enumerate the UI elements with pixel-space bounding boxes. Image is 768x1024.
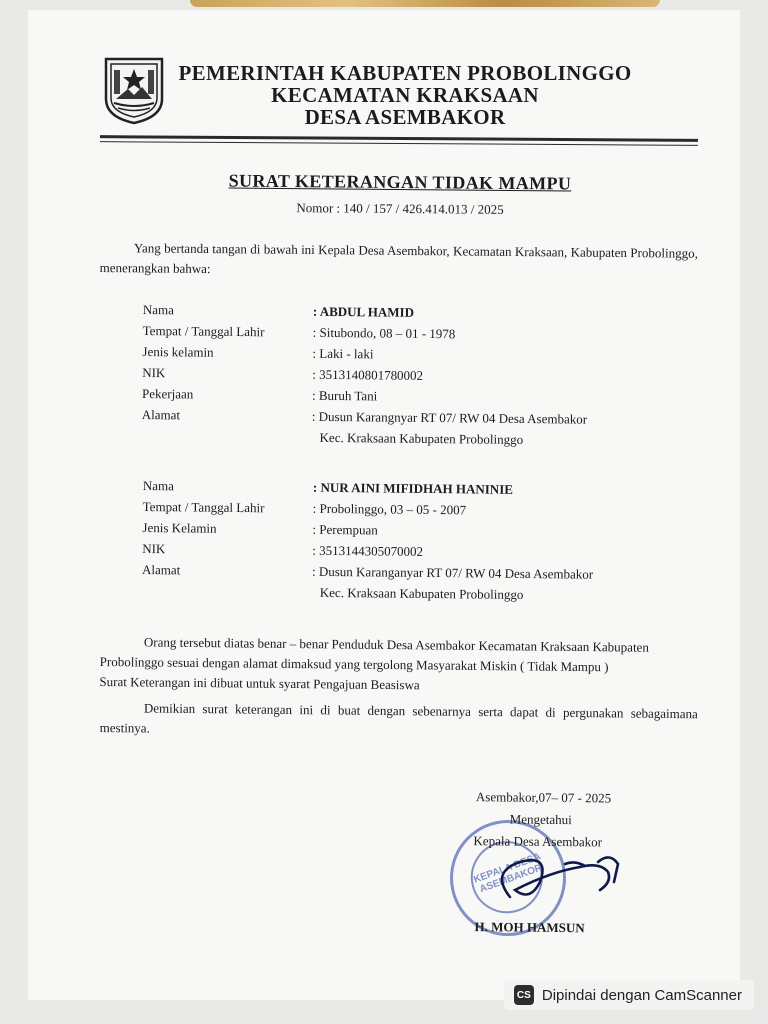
intro-text: Yang bertanda tangan di bawah ini Kepala Desa Asembakor, Kecamatan Kraksaan, Kabupaten Probolinggo, menerangkan bahwa:: [99, 240, 698, 277]
place-date: Asembakor,07– 07 - 2025: [475, 789, 612, 806]
label-nama: Nama: [142, 478, 175, 494]
label-nik: NIK: [142, 364, 166, 381]
value-ttl: : Situbondo, 08 – 01 - 1978: [312, 324, 456, 342]
value-alamat-line-2: Kec. Kraksaan Kabupaten Probolinggo: [319, 584, 524, 602]
document-number: Nomor : 140 / 157 / 426.414.013 / 2025: [296, 200, 504, 217]
letterhead: [175, 62, 635, 128]
signatory-name: H. MOH HAMSUN: [474, 919, 585, 936]
signatory-position: Kepala Desa Asembakor: [473, 833, 603, 850]
body-p1-line-3: Surat Keterangan ini dibuat untuk syarat Pengajuan Beasiswa: [99, 673, 420, 693]
value-alamat-line-1: : Dusun Karanganyar RT 07/ RW 04 Desa Asembakor: [311, 563, 594, 582]
value-alamat-line-1: : Dusun Karangnyar RT 07/ RW 04 Desa Asembakor: [311, 408, 588, 427]
label-pekerjaan: Pekerjaan: [141, 385, 194, 402]
stamp-text: KEPALA DESA ASEMBAKOR: [472, 851, 544, 896]
value-nama: : NUR AINI MIFIDHAH HANINIE: [312, 479, 514, 497]
value-jenis-kelamin: : Laki - laki: [312, 345, 374, 362]
body-paragraph-1: [99, 632, 700, 698]
label-nik: NIK: [142, 540, 166, 557]
camscanner-watermark: [504, 980, 754, 1010]
letterhead-line-2: KECAMATAN KRAKSAAN: [271, 83, 539, 107]
letterhead-line-1: PEMERINTAH KABUPATEN PROBOLINGGO: [178, 61, 632, 85]
document-top-edge: [190, 0, 660, 7]
camscanner-icon: CS: [514, 985, 534, 1005]
person-2-details: [141, 478, 643, 602]
label-ttl: Tempat / Tanggal Lahir: [142, 498, 265, 516]
value-jenis-kelamin: : Perempuan: [312, 521, 378, 538]
label-jenis-kelamin: Jenis kelamin: [142, 343, 214, 360]
label-ttl: Tempat / Tanggal Lahir: [142, 322, 265, 340]
label-jenis-kelamin: Jenis Kelamin: [142, 519, 217, 536]
document-title: SURAT KETERANGAN TIDAK MAMPU: [228, 170, 572, 194]
regency-emblem-icon: [102, 55, 166, 125]
label-alamat: Alamat: [141, 561, 181, 578]
camscanner-text: Dipindai dengan CamScanner: [541, 986, 742, 1004]
value-nik: : 3513140801780002: [312, 366, 424, 383]
letterhead-line-3: DESA ASEMBAKOR: [304, 105, 506, 129]
value-pekerjaan: : Buruh Tani: [311, 387, 378, 404]
label-alamat: Alamat: [141, 406, 181, 423]
body-paragraph-2: Demikian surat keterangan ini di buat dengan sebenarnya serta dapat di pergunakan sebagaimana mestinya.: [99, 700, 698, 736]
value-nama: : ABDUL HAMID: [312, 303, 415, 320]
value-nik: : 3513144305070002: [312, 542, 424, 559]
handwritten-signature: [480, 842, 630, 912]
body-p1-line-2: Probolinggo sesuai dengan alamat dimaksud yang tergolong Masyarakat Miskin ( Tidak Mampu ): [99, 653, 609, 675]
body-p1-line-1: Orang tersebut diatas benar – benar Penduduk Desa Asembakor Kecamatan Kraksaan Kabupaten: [143, 634, 649, 655]
value-alamat-line-2: Kec. Kraksaan Kabupaten Probolinggo: [319, 429, 524, 447]
value-ttl: : Probolinggo, 03 – 05 - 2007: [312, 500, 467, 518]
label-nama: Nama: [142, 302, 175, 318]
person-1-details: [141, 302, 643, 447]
mengetahui-label: Mengetahui: [509, 811, 572, 828]
intro-paragraph: [100, 238, 698, 284]
